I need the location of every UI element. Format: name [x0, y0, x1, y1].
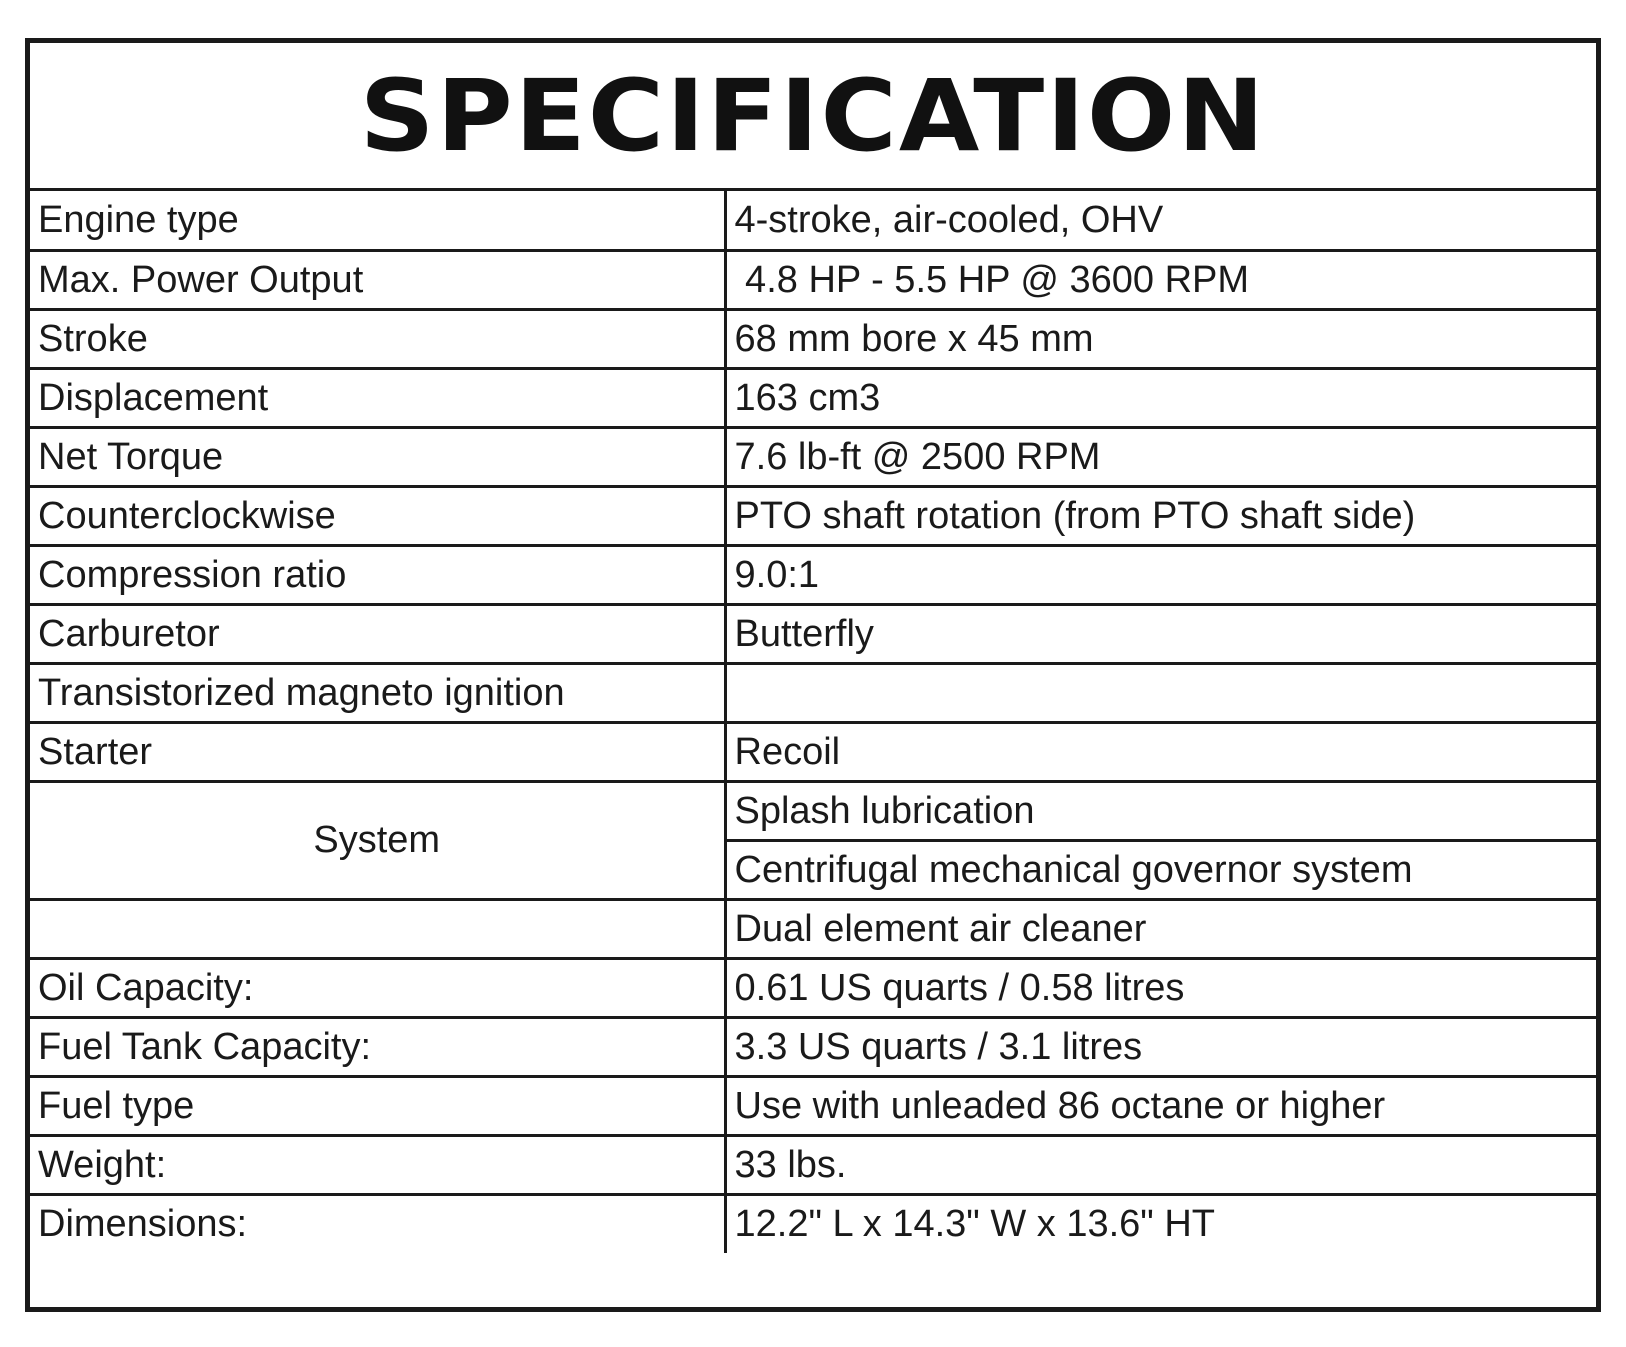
spec-value: 0.61 US quarts / 0.58 litres	[725, 958, 1596, 1017]
spec-value: Use with unleaded 86 octane or higher	[725, 1076, 1596, 1135]
spec-row-ignition	[30, 663, 1596, 722]
spec-label	[30, 899, 725, 958]
title-cell	[30, 43, 1596, 191]
spec-label: Counterclockwise	[30, 486, 725, 545]
spec-row-displacement	[30, 368, 1596, 427]
spec-value: 7.6 lb-ft @ 2500 RPM	[725, 427, 1596, 486]
spec-value: 163 cm3	[725, 368, 1596, 427]
spec-value: 4.8 HP - 5.5 HP @ 3600 RPM	[725, 250, 1596, 309]
spec-row-system-lubrication	[30, 781, 1596, 840]
spec-value: Splash lubrication	[725, 781, 1596, 840]
spec-value: PTO shaft rotation (from PTO shaft side)	[725, 486, 1596, 545]
spec-label: Stroke	[30, 309, 725, 368]
spec-label: Fuel Tank Capacity:	[30, 1017, 725, 1076]
spec-label: Net Torque	[30, 427, 725, 486]
spec-value: 9.0:1	[725, 545, 1596, 604]
spec-label: Max. Power Output	[30, 250, 725, 309]
spec-row-starter	[30, 722, 1596, 781]
spec-table	[30, 191, 1596, 1253]
spec-value: 68 mm bore x 45 mm	[725, 309, 1596, 368]
spec-label-system: System	[30, 781, 725, 899]
spec-label: Displacement	[30, 368, 725, 427]
spec-row-oil-capacity	[30, 958, 1596, 1017]
spec-label: Starter	[30, 722, 725, 781]
spec-value: 12.2" L x 14.3" W x 13.6" HT	[725, 1194, 1596, 1253]
spec-row-carburetor	[30, 604, 1596, 663]
page-title: SPECIFICATION	[359, 57, 1267, 174]
spec-value: 3.3 US quarts / 3.1 litres	[725, 1017, 1596, 1076]
spec-label: Weight:	[30, 1135, 725, 1194]
spec-row-dimensions	[30, 1194, 1596, 1253]
spec-label: Transistorized magneto ignition	[30, 663, 725, 722]
spec-row-compression-ratio	[30, 545, 1596, 604]
spec-row-air-cleaner	[30, 899, 1596, 958]
spec-label: Oil Capacity:	[30, 958, 725, 1017]
spec-row-counterclockwise	[30, 486, 1596, 545]
spec-value: Butterfly	[725, 604, 1596, 663]
spec-label: Compression ratio	[30, 545, 725, 604]
specification-table-frame	[25, 38, 1601, 1312]
spec-row-weight	[30, 1135, 1596, 1194]
spec-label: Engine type	[30, 191, 725, 250]
spec-value: Recoil	[725, 722, 1596, 781]
spec-value	[725, 663, 1596, 722]
spec-row-net-torque	[30, 427, 1596, 486]
spec-label: Carburetor	[30, 604, 725, 663]
spec-value: 4-stroke, air-cooled, OHV	[734, 198, 1164, 241]
spec-value: 33 lbs.	[725, 1135, 1596, 1194]
spec-row-fuel-tank-capacity	[30, 1017, 1596, 1076]
spec-row-engine-type	[30, 191, 1596, 250]
spec-label: Dimensions:	[30, 1194, 725, 1253]
spec-row-fuel-type	[30, 1076, 1596, 1135]
spec-value: Dual element air cleaner	[725, 899, 1596, 958]
spec-row-max-power-output	[30, 250, 1596, 309]
spec-label: Fuel type	[30, 1076, 725, 1135]
spec-row-stroke	[30, 309, 1596, 368]
spec-value: Centrifugal mechanical governor system	[725, 840, 1596, 899]
